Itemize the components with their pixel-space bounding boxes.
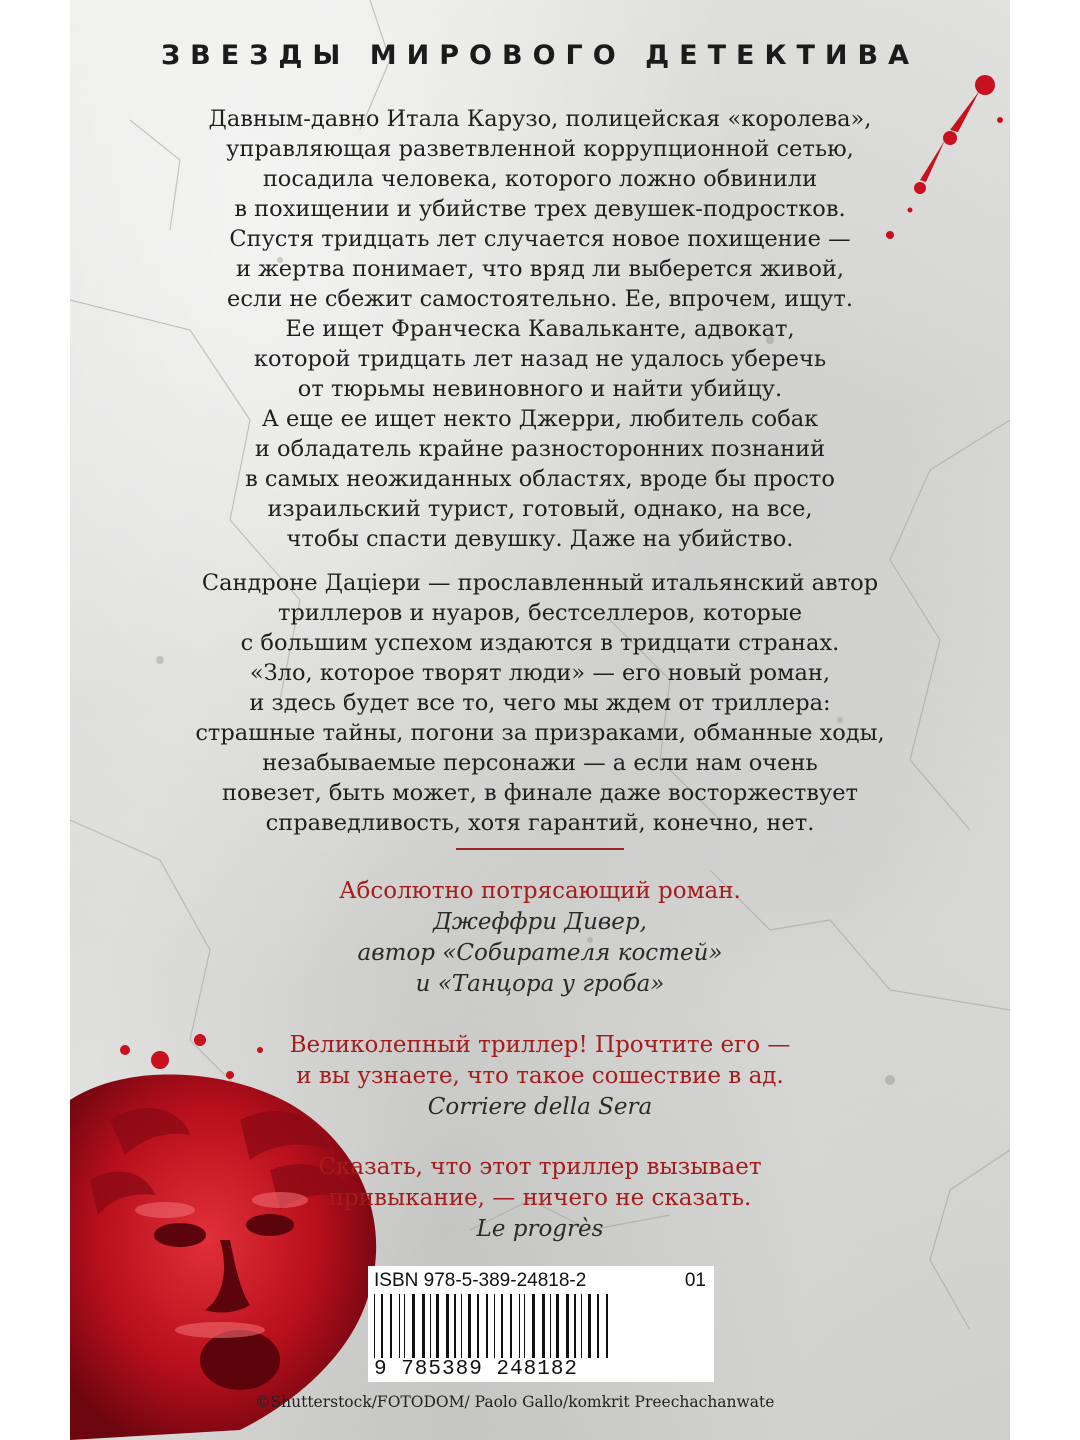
quote-source-line: Corriere della Sera [427,1094,653,1120]
about-author [130,568,950,838]
barcode-bar [454,1294,456,1358]
barcode-bar [399,1294,400,1358]
quote-text-line: привыкание, — ничего не сказать. [328,1185,752,1211]
about-author-line: с большим успехом издаются в тридцати странах. [240,630,840,656]
description-line: управляющая разветвленной коррупционной сетью, [226,136,854,162]
quote-text-line: и вы узнаете, что такое сошествие в ад. [296,1063,784,1089]
barcode-digits: 9 785389 248182 [374,1358,579,1381]
barcode-bar [494,1294,495,1358]
barcode-bar [588,1294,591,1358]
isbn-barcode [368,1266,714,1382]
barcode-bar [422,1294,425,1358]
barcode-bar [477,1294,479,1358]
barcode-bar [581,1294,582,1358]
about-author-line: «Зло, которое творят люди» — его новый роман, [249,660,831,686]
barcode-bar [501,1294,503,1358]
review-quote-3 [130,1152,950,1245]
quote-text-line: Абсолютно потрясающий роман. [339,878,741,904]
description-line: и обладатель крайне разносторонних познаний [254,436,826,462]
about-author-line: Сандроне Дацieри — прославленный итальянский автор [201,570,879,596]
barcode-bars [372,1294,710,1358]
barcode-bar [510,1294,512,1358]
description-line: если не сбежит самостоятельно. Ее, впрочем, ищут. [227,286,853,312]
quote-source-line: и «Танцора у гроба» [415,971,665,997]
quote-source-line: Джеффри Дивер, [433,909,647,935]
description-line: Давным-давно Итала Карузо, полицейская «королева», [208,106,872,132]
barcode-bar [446,1294,449,1358]
barcode-bar [606,1294,608,1358]
about-author-line: незабываемые персонажи — а если нам очень [262,750,818,776]
description-line: от тюрьмы невиновного и найти убийцу. [297,376,783,402]
barcode-bar [404,1294,405,1358]
barcode-bar [556,1294,559,1358]
barcode-bar [566,1294,569,1358]
barcode-bar [519,1294,520,1358]
description-line: Ее ищет Франческа Кавальканте, адвокат, [285,316,795,342]
review-quote-1 [130,876,950,1000]
description-line: израильский турист, готовый, однако, на все, [267,496,813,522]
barcode-bar [532,1294,535,1358]
quote-text-line: Сказать, что этот триллер вызывает [318,1154,762,1180]
description-line: А еще ее ищет некто Джерри, любитель собак [261,406,819,432]
description-line: в самых неожиданных областях, вроде бы просто [245,466,835,492]
barcode-bar [550,1294,551,1358]
section-divider [456,848,624,850]
barcode-bar [542,1294,545,1358]
barcode-bar [468,1294,471,1358]
book-back-cover [70,0,1010,1440]
quote-source-line: автор «Собирателя костей» [357,940,723,966]
about-author-line: страшные тайны, погони за призраками, обманные ходы, [195,720,885,746]
isbn-addon: 01 [684,1270,706,1291]
book-description [130,104,950,554]
barcode-bar [374,1294,375,1358]
description-line: и жертва понимает, что вряд ли выберется живой, [235,256,845,282]
description-line: которой тридцать лет назад не удалось уберечь [253,346,827,372]
barcode-bar [597,1294,599,1358]
series-title: ЗВЕЗДЫ МИРОВОГО ДЕТЕКТИВА [160,40,920,71]
image-credit: ©Shutterstock/FOTODOM/ Paolo Gallo/komkrit Preechachanwate [255,1393,775,1411]
description-line: чтобы спасти девушку. Даже на убийство. [286,526,794,552]
barcode-bar [436,1294,439,1358]
barcode-bar [412,1294,415,1358]
barcode-bar [430,1294,431,1358]
barcode-bar [574,1294,576,1358]
about-author-line: справедливость, хотя гарантий, конечно, нет. [265,810,815,836]
barcode-bar [524,1294,525,1358]
description-line: Спустя тридцать лет случается новое похищение — [229,226,851,252]
quote-text-line: Великолепный триллер! Прочтите его — [289,1032,791,1058]
barcode-bar [461,1294,462,1358]
quote-source-line: Le progrès [476,1216,604,1242]
review-quote-2 [130,1030,950,1123]
description-line: посадила человека, которого ложно обвинили [262,166,818,192]
about-author-line: повезет, быть может, в финале даже восторжествует [222,780,858,806]
about-author-line: триллеров и нуаров, бестселлеров, которые [277,600,803,626]
description-line: в похищении и убийстве трех девушек-подростков. [234,196,846,222]
barcode-bar [381,1294,383,1358]
barcode-bar [486,1294,488,1358]
isbn-number: ISBN 978-5-389-24818-2 [374,1270,587,1291]
about-author-line: и здесь будет все то, чего мы ждем от триллера: [249,690,831,716]
barcode-bar [390,1294,392,1358]
